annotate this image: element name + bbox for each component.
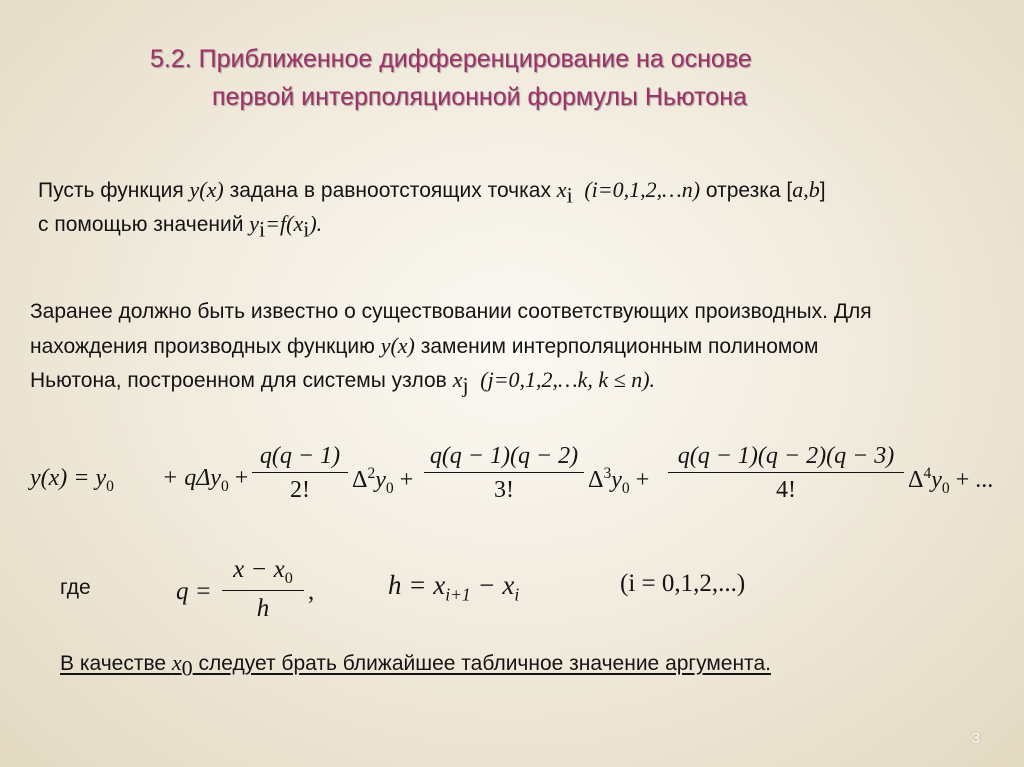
slide-title-line1: 5.2. Приближенное дифференцирование на основе: [150, 45, 752, 73]
paragraph-2-line3: Ньютона, построенном для системы узлов $x_j$ (j=0,1,2,…k, k ≤ n).: [30, 367, 656, 398]
q-comma: ,: [308, 578, 315, 605]
formula-lhs: $y(x) = y_0$: [30, 465, 114, 495]
fraction-1: $\frac{q(q - 1)}{2!}$: [252, 443, 348, 504]
fraction-2: $\frac{q(q - 1)(q - 2)}{3!}$: [424, 443, 584, 504]
h-definition: $h = x_{i+1} - x_i$: [388, 570, 520, 605]
formula-delta4: $\Delta^4y_0$ + ...: [908, 465, 994, 497]
formula-delta3: $\Delta^3y_0$ +: [588, 465, 650, 497]
note-line: В качестве $x_0$ следует брать ближайшее табличное значение аргумента.: [60, 650, 771, 681]
formula-term1: + qΔy$_0$ +: [162, 465, 249, 495]
newton-formula: [30, 437, 1010, 527]
page-number: 3: [971, 730, 980, 747]
paragraph-1-line2: с помощью значений $y_i=f(x_i)$.: [38, 211, 323, 242]
formula-delta2: $\Delta^2y_0$ +: [352, 465, 414, 497]
q-fraction: $\frac{x - x_0}{h}$: [222, 556, 304, 623]
slide-title: [150, 40, 950, 116]
slide-title-line2: первой интерполяционной формулы Ньютона: [212, 83, 747, 111]
paragraph-1-line1: Пусть функция y(x) задана в равноотстоящих точках $x_i$ (i=0,1,2,…n) отрезка [a,b]: [38, 177, 826, 208]
where-label: где: [60, 576, 91, 599]
index-condition: (i = 0,1,2,...): [620, 570, 746, 597]
q-lhs: q =: [176, 578, 212, 605]
paragraph-2-line1: Заранее должно быть известно о существовании соответствующих производных. Для: [30, 300, 872, 323]
paragraph-2-line2: нахождения производных функцию y(x) заменим интерполяционным полиномом: [30, 333, 819, 358]
fraction-3: $\frac{q(q - 1)(q - 2)(q - 3)}{4!}$: [668, 443, 904, 504]
